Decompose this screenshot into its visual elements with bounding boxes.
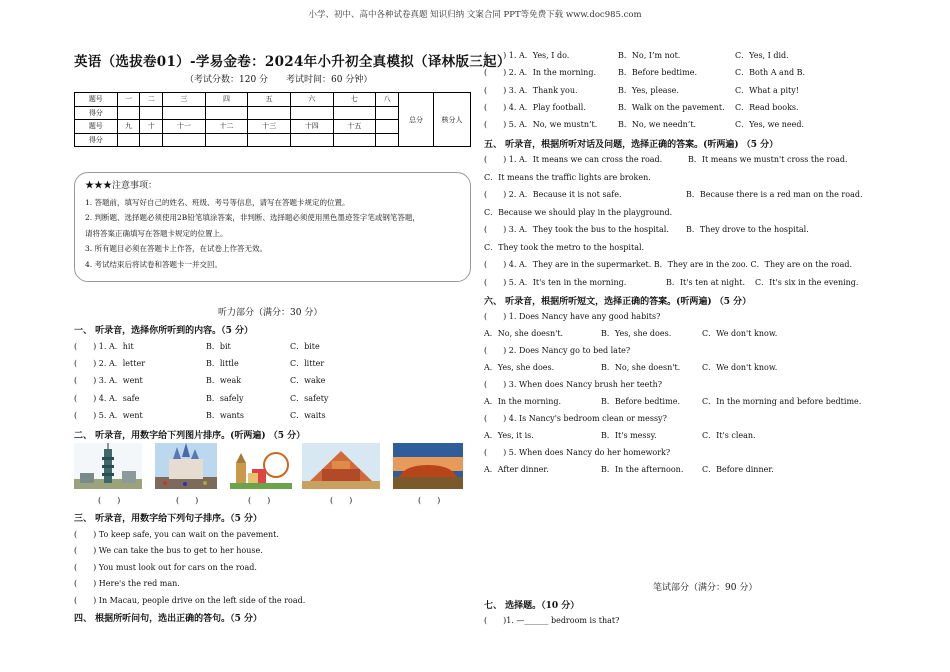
- picture-answer-blank[interactable]: ( ): [418, 496, 441, 505]
- notice-item: 4. 考试结束后将试卷和答题卡一并交回。: [85, 259, 223, 269]
- notice-item: 请将答案正确填写在答题卡规定的位置上。: [85, 228, 228, 238]
- notice-item: 3. 所有题目必须在答题卡上作答，在试卷上作答无效。: [85, 244, 268, 253]
- s2-title: 二、 听录音，用数字给下列图片排序。(听两遍) （5 分）: [74, 431, 306, 441]
- total-label: 总分: [399, 93, 434, 147]
- temple-image: [302, 443, 380, 489]
- s4-title: 四、 根据所听问句，选出正确的答句。（5 分）: [74, 614, 263, 624]
- notice-box: [74, 172, 471, 282]
- picture-answer-blank[interactable]: ( ): [98, 496, 121, 505]
- notice-item: 1. 答题前，填写好自己的姓名、班级、考号等信息，请写在答题卡规定的位置。: [85, 197, 350, 207]
- picture-answer-blank[interactable]: ( ): [248, 496, 271, 505]
- picture-answer-blank[interactable]: ( ): [330, 496, 353, 505]
- s3-title: 三、 听录音，用数字给下列句子排序。（5 分）: [74, 514, 263, 524]
- score-table: 题号 一 二 三 四 五 六 七 八 总分 核分人 得分 题号 九 十 十一 十二 十三 十四 十五 得分: [74, 92, 471, 147]
- picture-answer-blank[interactable]: ( ): [176, 496, 199, 505]
- listening-title: 听力部分（满分：30 分）: [218, 308, 323, 318]
- london-landmarks-image: [230, 443, 292, 489]
- s1-title: 一、 听录音，选择你所听到的内容。（5 分）: [74, 326, 254, 336]
- notice-heading: ★★★注意事项：: [85, 181, 158, 191]
- castle-image: [155, 443, 217, 489]
- exam-title: 英语（选拔卷01）-学易金卷：2024年小升初全真模拟（译林版三起）: [74, 54, 511, 70]
- reviewer-label: 核分人: [434, 93, 471, 147]
- exam-subtitle: （考试分数：120 分 考试时间：60 分钟）: [185, 75, 373, 85]
- s6-title: 六、 听录音，根据所听短文，选择正确的答案。(听两遍) （5 分）: [484, 297, 752, 307]
- taipei-101-image: [74, 443, 142, 489]
- s7-question-1: ( )1. —______ bedroom is that?: [484, 616, 620, 625]
- page-header: 小学、初中、高中各种试卷真题 知识归纳 文案合同 PPT等免费下载 www.doc985.com: [308, 10, 642, 20]
- writing-title: 笔试部分（满分：90 分）: [653, 583, 758, 593]
- s7-title: 七、 选择题。（10 分）: [484, 601, 580, 611]
- notice-item: 2. 判断题、选择题必须使用2B铅笔填涂答案，非判断、选择题必须使用黑色墨迹签字笔或钢笔答题，: [85, 213, 420, 222]
- uluru-image: [393, 443, 463, 489]
- s5-title: 五、 听录音，根据所听对话及问题，选择正确的答案。(听两遍) （5 分）: [484, 140, 779, 150]
